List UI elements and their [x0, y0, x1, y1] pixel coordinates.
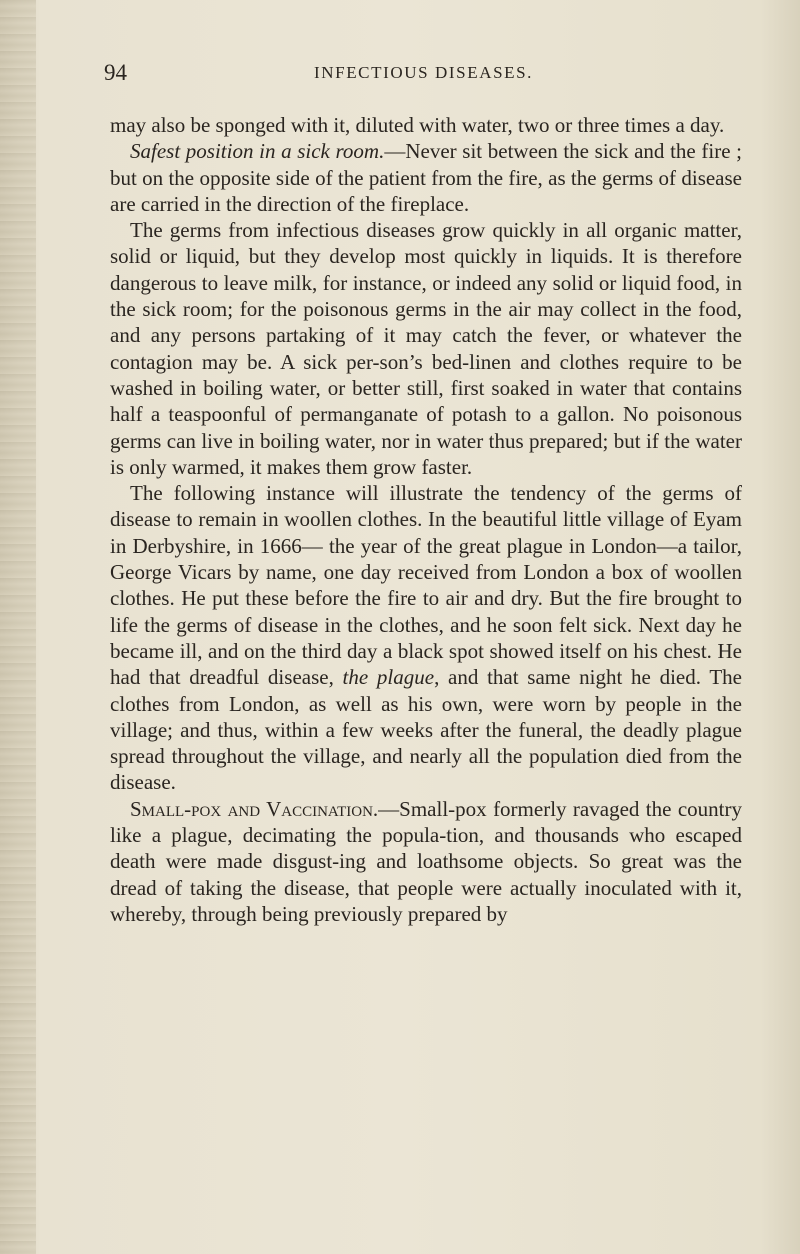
page-number: 94 — [104, 60, 127, 85]
section-heading: Small-pox and Vaccination. — [130, 796, 379, 821]
paragraph-text: The following instance will illustrate the tendency of the germs of disease to remain in woollen clothes. In the beautiful little village of Eyam in Derbyshire, in 1666— the year of the great plague in London—a tailor, George Vicars by name, one day received from London a box of woollen clothes. He put these before the fire to air and dry. But the fire brought to life the germs of disease in the clothes, and he soon felt sick. Next day he became ill, and on the third day a black spot showed itself on his chest. He had that dreadful disease, — [110, 481, 742, 690]
paragraph-text: may also be sponged with it, diluted with water, two or three times a day. — [110, 113, 725, 137]
paragraph-germs-growth — [110, 217, 742, 480]
emphasis-text: the plague — [342, 665, 435, 690]
paragraph-text: —Small-pox formerly ravaged the country like a plague, decimating the popula-tion, and thousands who escaped death were made disgust-ing and loathsome objects. So great was the dread of taking the disease, that people were actually inoculated with it, whereby, through being previously prepared by — [110, 796, 742, 926]
paragraph-continuation — [110, 112, 742, 138]
section-heading: Safest position in a sick room. — [130, 139, 385, 164]
paragraph-text: , and that same night he died. The clothes from London, as well as his own, were worn by people in the village; and thus, within a few weeks after the funeral, the deadly plague spread throughout the village, and nearly all the population died from the disease. — [110, 665, 742, 795]
paragraph-text: The germs from infectious diseases grow quickly in all organic matter, solid or liquid, but they develop most quickly in liquids. It is therefore dangerous to leave milk, for instance, or indeed any solid or liquid food, in the sick room; for the poisonous germs in the air may collect in the food, and any persons partaking of it may catch the fever, or whatever the contagion may be. A sick per-son’s bed-linen and clothes require to be washed in boiling water, or better still, first soaked in water that contains half a teaspoonful of permanganate of potash to a gallon. No poisonous germs can live in boiling water, nor in water thus prepared; but if the water is only warmed, it makes them grow faster. — [110, 218, 742, 479]
paragraph-eyam-plague — [110, 480, 742, 796]
paragraph-text: —Never sit between the sick and the fire ; but on the opposite side of the patient from the fire, as the germs of disease are carried in the direction of the fireplace. — [110, 139, 742, 216]
body-text — [110, 112, 742, 927]
running-head: INFECTIOUS DISEASES. — [314, 63, 534, 82]
paragraph-safest-position — [110, 138, 742, 217]
page-header — [104, 60, 744, 90]
paragraph-small-pox — [110, 796, 742, 927]
binding-gutter — [0, 0, 36, 1254]
